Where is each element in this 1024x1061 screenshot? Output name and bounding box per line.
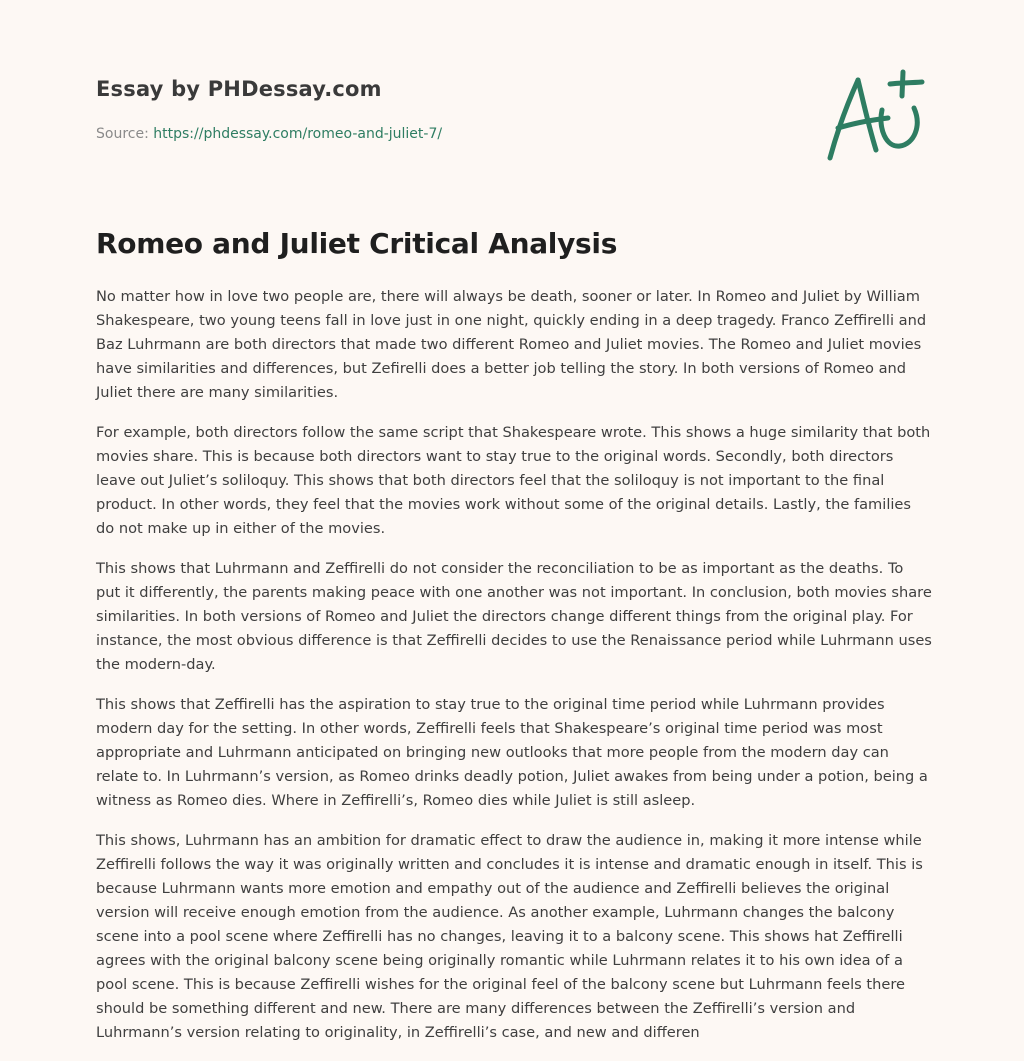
essay-body <box>96 285 932 1061</box>
essay-paragraph: No matter how in love two people are, there will always be death, sooner or later. In Romeo and Juliet by William Shakespeare, two young teens fall in love just in one night, quickly ending in a deep tragedy. Franco Zeffirelli and Baz Luhrmann are both directors that made two different Romeo and Juliet movies. The Romeo and Juliet movies have similarities and differences, but Zefirelli does a better job telling the story. In both versions of Romeo and Juliet there are many similarities. <box>96 288 927 401</box>
a-plus-grade-icon <box>818 66 930 166</box>
essay-paragraph: This shows that Zeffirelli has the aspiration to stay true to the original time period while Luhrmann provides modern day for the setting. In other words, Zeffirelli feels that Shakespeare’s original time period was most appropriate and Luhrmann anticipated on bringing new outlooks that more people from the modern day can relate to. In Luhrmann’s version, as Romeo drinks deadly potion, Juliet awakes from being under a potion, being a witness as Romeo dies. Where in Zeffirelli’s, Romeo dies while Juliet is still asleep. <box>96 696 928 809</box>
source-link[interactable]: https://phdessay.com/romeo-and-juliet-7/ <box>153 126 443 142</box>
essay-title: Romeo and Juliet Critical Analysis <box>96 227 618 260</box>
source-line <box>96 124 796 144</box>
essay-paragraph: This shows, Luhrmann has an ambition for dramatic effect to draw the audience in, making it more intense while Zeffirelli follows the way it was originally written and concludes it is intense and dramatic enough in itself. This is because Luhrmann wants more emotion and empathy out of the audience and Zeffirelli believes the original version will receive enough emotion from the audience. As another example, Luhrmann changes the balcony scene into a pool scene where Zeffirelli has no changes, leaving it to a balcony scene. This shows hat Zeffirelli agrees with the original balcony scene being originally romantic while Luhrmann relates it to his own idea of a pool scene. This is because Zeffirelli wishes for the original feel of the balcony scene but Luhrmann feels there should be something different and new. There are many differences between the Zeffirelli’s version and Luhrmann’s version relating to originality, in Zeffirelli’s case, and new and differen <box>96 832 923 1041</box>
page-header <box>96 74 796 144</box>
site-title: Essay by PHDessay.com <box>96 77 382 101</box>
essay-paragraph: For example, both directors follow the same script that Shakespeare wrote. This shows a huge similarity that both movies share. This is because both directors want to stay true to the original words. Secondly, both directors leave out Juliet’s soliloquy. This shows that both directors feel that the soliloquy is not important to the final product. In other words, they feel that the movies work without some of the original details. Lastly, the families do not make up in either of the movies. <box>96 424 931 537</box>
source-label: Source: <box>96 126 154 142</box>
essay-paragraph: This shows that Luhrmann and Zeffirelli do not consider the reconciliation to be as important as the deaths. To put it differently, the parents making peace with one another was not important. In conclusion, both movies share similarities. In both versions of Romeo and Juliet the directors change different things from the original play. For instance, the most obvious difference is that Zeffirelli decides to use the Renaissance period while Luhrmann uses the modern-day. <box>96 560 932 673</box>
